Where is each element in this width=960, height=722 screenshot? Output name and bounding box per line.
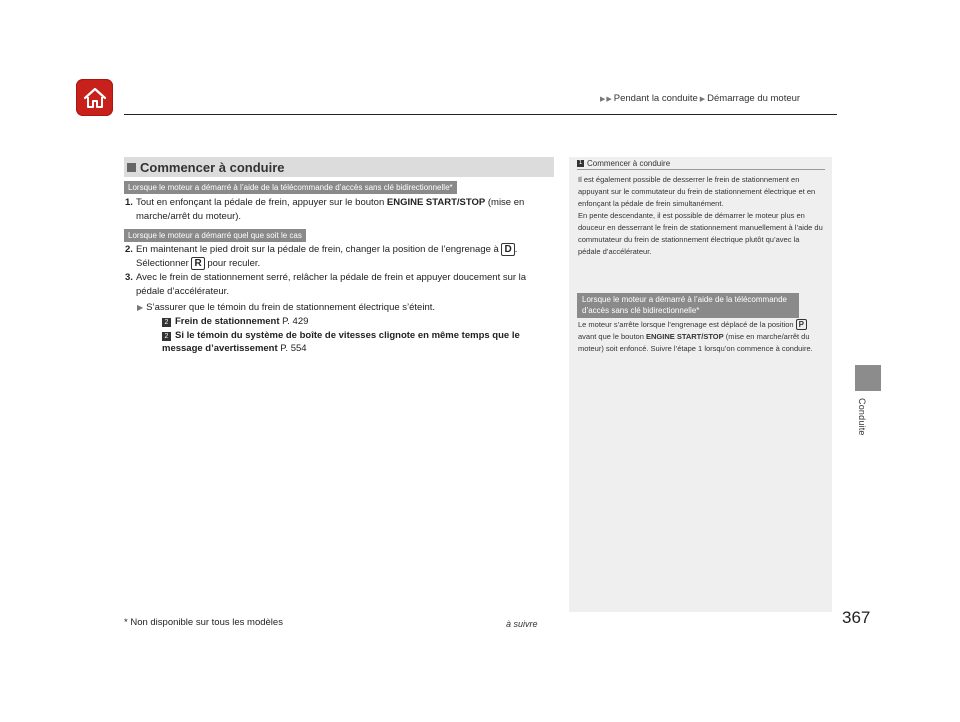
step-text: pour reculer. [204,258,261,269]
sidebar-notes [569,157,832,612]
step-1 [125,196,553,224]
arrow-icon: ▶ [137,303,144,312]
gear-key-d: D [501,243,514,256]
step-text: Avec le frein de stationnement serré, relâcher la pédale de frein et appuyer doucement sur la pédale d’accélérateur. [136,272,527,297]
sidebar-paragraph: Il est également possible de desserrer le frein de stationnement en appuyant sur le commutateur du frein de stationnement électrique et en enfonçant la pédale de frein simultanément. En pente descendante, il est possible de démarrer le moteur plus en douceur en desserrant le frein de stationnement manuellement à l’aide du commutateur du frein de stationnement électrique plutôt qu’avec la pédale d’accélérateur. [578,175,823,256]
button-name: ENGINE START/STOP [645,332,724,341]
section-header [124,157,554,177]
step-number: 1. [125,197,133,208]
triangle-icon: ▶ [600,95,606,103]
reference-icon: 1 [578,160,583,166]
condition-label: Lorsque le moteur a démarré à l’aide de la télécommande d’accès sans clé bidirectionnelle* [577,293,799,318]
reference-icon: 2 [162,332,171,341]
chapter-tab[interactable] [855,365,881,391]
cross-reference[interactable] [162,315,552,328]
cross-reference[interactable] [162,329,552,355]
step-text: En maintenant le pied droit sur la pédale de frein, changer la position de l’engrenage à [136,244,502,255]
reference-title[interactable]: Frein de stationnement [175,316,280,327]
condition-label: Lorsque le moteur a démarré à l’aide de la télécommande d’accès sans clé bidirectionnelle* [124,181,457,194]
sidebar-text: (mise en marche/arrêt du moteur) soit enfoncé. Suivre l’étape 1 lorsqu’on commence à conduire. [578,332,813,353]
breadcrumb-item[interactable]: Démarrage du moteur [707,93,801,104]
sub-note [137,301,435,314]
gear-key-r: R [191,257,204,270]
step-number: 3. [125,272,133,283]
page-number: 367 [842,608,871,627]
condition-label: Lorsque le moteur a démarré quel que soit le cas [124,229,306,242]
sidebar-text: Le moteur s’arrête lorsque l’engrenage est déplacé de la position [578,320,796,329]
section-title: Commencer à conduire [140,159,285,175]
square-bullet-icon [127,163,136,172]
sidebar-title-text: Commencer à conduire [587,159,671,168]
button-name: ENGINE START/STOP [386,197,486,208]
breadcrumb-item[interactable]: Pendant la conduite [613,93,698,104]
sidebar-paragraph [578,319,823,355]
triangle-icon: ▶ [699,95,706,103]
step-text: Tout en enfonçant la pédale de frein, appuyer sur le bouton [136,197,387,208]
step-number: 2. [125,244,133,255]
footnote: * Non disponible sur tous les modèles [124,617,283,628]
reference-icon: 2 [162,318,171,327]
sub-note-text: S’assurer que le témoin du frein de stationnement électrique s’éteint. [146,302,436,313]
sidebar-text: avant que le bouton [578,332,646,341]
sidebar-divider [577,169,825,170]
reference-page: P. 554 [280,343,307,354]
header-divider [124,114,837,115]
sidebar-title [577,159,670,168]
breadcrumb [600,93,800,104]
step-3 [125,271,553,299]
home-button[interactable] [76,79,113,116]
reference-title[interactable]: Si le témoin du système de boîte de vitesses clignote en même temps que le message d’avertissement [162,330,520,354]
gear-key-p: P [796,319,807,330]
continued-label: à suivre [506,619,538,629]
home-icon [82,86,108,110]
chapter-label: Conduite [857,398,867,436]
reference-page: P. 429 [282,316,309,327]
step-text: (mise en marche/arrêt du moteur). [136,197,525,222]
step-2 [125,243,553,271]
triangle-icon: ▶ [606,95,612,103]
step-text: . Sélectionner [136,244,518,269]
